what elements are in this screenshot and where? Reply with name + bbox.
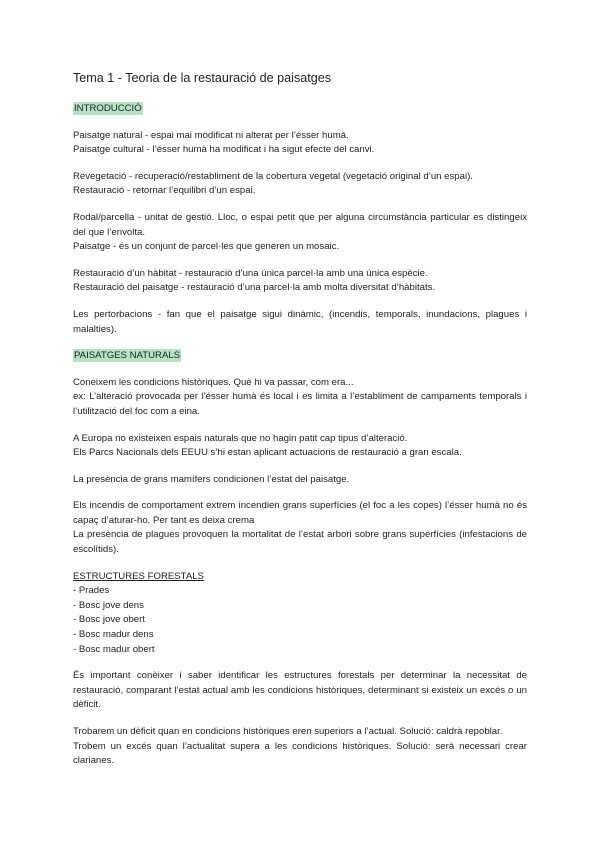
paragraph-line: Els Parcs Nacionals dels EEUU s’hi estan aplicant actuacions de restauració a gran escala. bbox=[73, 447, 462, 459]
document-title: Tema 1 - Teoria de la restauració de paisatges bbox=[73, 71, 332, 85]
paragraph-line: Les pertorbacions - fan que el paisatge sigui dinàmic, (incendis, temporals, inundacions, plagues i malalties). bbox=[73, 308, 527, 335]
paragraph-deficit-exces bbox=[73, 725, 527, 769]
document-page bbox=[73, 64, 527, 781]
paragraph-line: ex: L’alteració provocada per l’ésser humà és local i es limita a l’establiment de campaments temporals i l’utilització del foc com a eina. bbox=[73, 391, 527, 417]
paragraph-line: Paisatge - és un conjunt de parcel·les que generen un mosaic. bbox=[73, 241, 340, 253]
paragraph-line: La presència de plagues provoquen la mortalitat de l’estat arbori sobre grans superfícies (infestacions de escolítids). bbox=[73, 529, 527, 556]
paragraph-mamifers bbox=[73, 473, 527, 488]
paragraph-restauracio-habitat bbox=[73, 267, 527, 296]
paragraph-line: És important conèixer i saber identificar les estructures forestals per determinar la necessitat de restauració, comparant l’estat actual amb les condicions històriques, determinant si existeix un excés o un dèficit. bbox=[73, 670, 527, 711]
section-heading-introduccio bbox=[73, 102, 527, 117]
paragraph-line: A Europa no existeixen espais naturals que no hagin patit cap tipus d’alteració. bbox=[73, 432, 408, 444]
paragraph-condicions-historiques bbox=[73, 376, 527, 420]
paragraph-line: Revegetació - recuperació/restabliment de la cobertura vegetal (vegetació original d’un espai). bbox=[73, 170, 473, 182]
paragraph-line: Trobem un excés quan l’actualitat supera a les condicions històriques. Solució: serà necessari crear clarianes. bbox=[73, 740, 527, 767]
paragraph-line: Restauració - retornar l’equilibri d’un espai. bbox=[73, 185, 256, 197]
highlighted-heading: PAISATGES NATURALS bbox=[74, 350, 181, 362]
paragraph-line: Els incendis de comportament extrem incendien grans superfícies (el foc a les copes) l’ésser humà no és capaç d’aturar-ho. Per tant es deixa crema bbox=[73, 500, 527, 526]
section-heading-paisatges-naturals bbox=[73, 349, 527, 364]
list-item: - Bosc madur dens bbox=[73, 629, 154, 641]
paragraph-revegetacio bbox=[73, 170, 527, 199]
list-item: - Prades bbox=[73, 585, 110, 597]
paragraph-pertorbacions bbox=[73, 308, 527, 337]
paragraph-line: Trobarem un dèficit quan en condicions històriques eren superiors a l’actual. Solució: caldrà repoblar. bbox=[73, 726, 503, 737]
paragraph-rodal bbox=[73, 211, 527, 255]
paragraph-line: Coneixem les condicions històriques. Què hi va passar, com era... bbox=[73, 376, 354, 388]
list-item: - Bosc jove obert bbox=[73, 614, 145, 626]
paragraph-incendis bbox=[73, 499, 527, 557]
paragraph-paisatge-definitions bbox=[73, 129, 527, 158]
highlighted-heading: INTRODUCCIÓ bbox=[74, 103, 142, 114]
paragraph-line: Paisatge natural - espai mai modificat ni alterat per l’ésser humà. bbox=[73, 129, 349, 141]
paragraph-line: Restauració d’un hàbitat - restauració d’una única parcel·la amb una única espècie. bbox=[73, 267, 428, 279]
paragraph-europa bbox=[73, 432, 527, 461]
list-item: - Bosc jove dens bbox=[73, 599, 144, 611]
paragraph-line: Paisatge cultural - l’ésser humà ha modificat i ha sigut efecte del canvi. bbox=[73, 144, 375, 156]
list-estructures-forestals bbox=[73, 570, 527, 658]
paragraph-line: Rodal/parcella - unitat de gestió. Lloc, o espai petit que per alguna circumstància particular es distingeix del que l’envolta. bbox=[73, 211, 527, 238]
paragraph-important-coneixer bbox=[73, 669, 527, 713]
underlined-heading: ESTRUCTURES FORESTALS bbox=[73, 570, 204, 582]
paragraph-line: Restauració del paisatge - restauració d’una parcel·la amb molta diversitat d’hàbitats. bbox=[73, 282, 436, 294]
list-item: - Bosc madur obert bbox=[73, 643, 155, 655]
paragraph-line: La presència de grans mamífers condicionen l’estat del paisatge. bbox=[73, 473, 350, 485]
